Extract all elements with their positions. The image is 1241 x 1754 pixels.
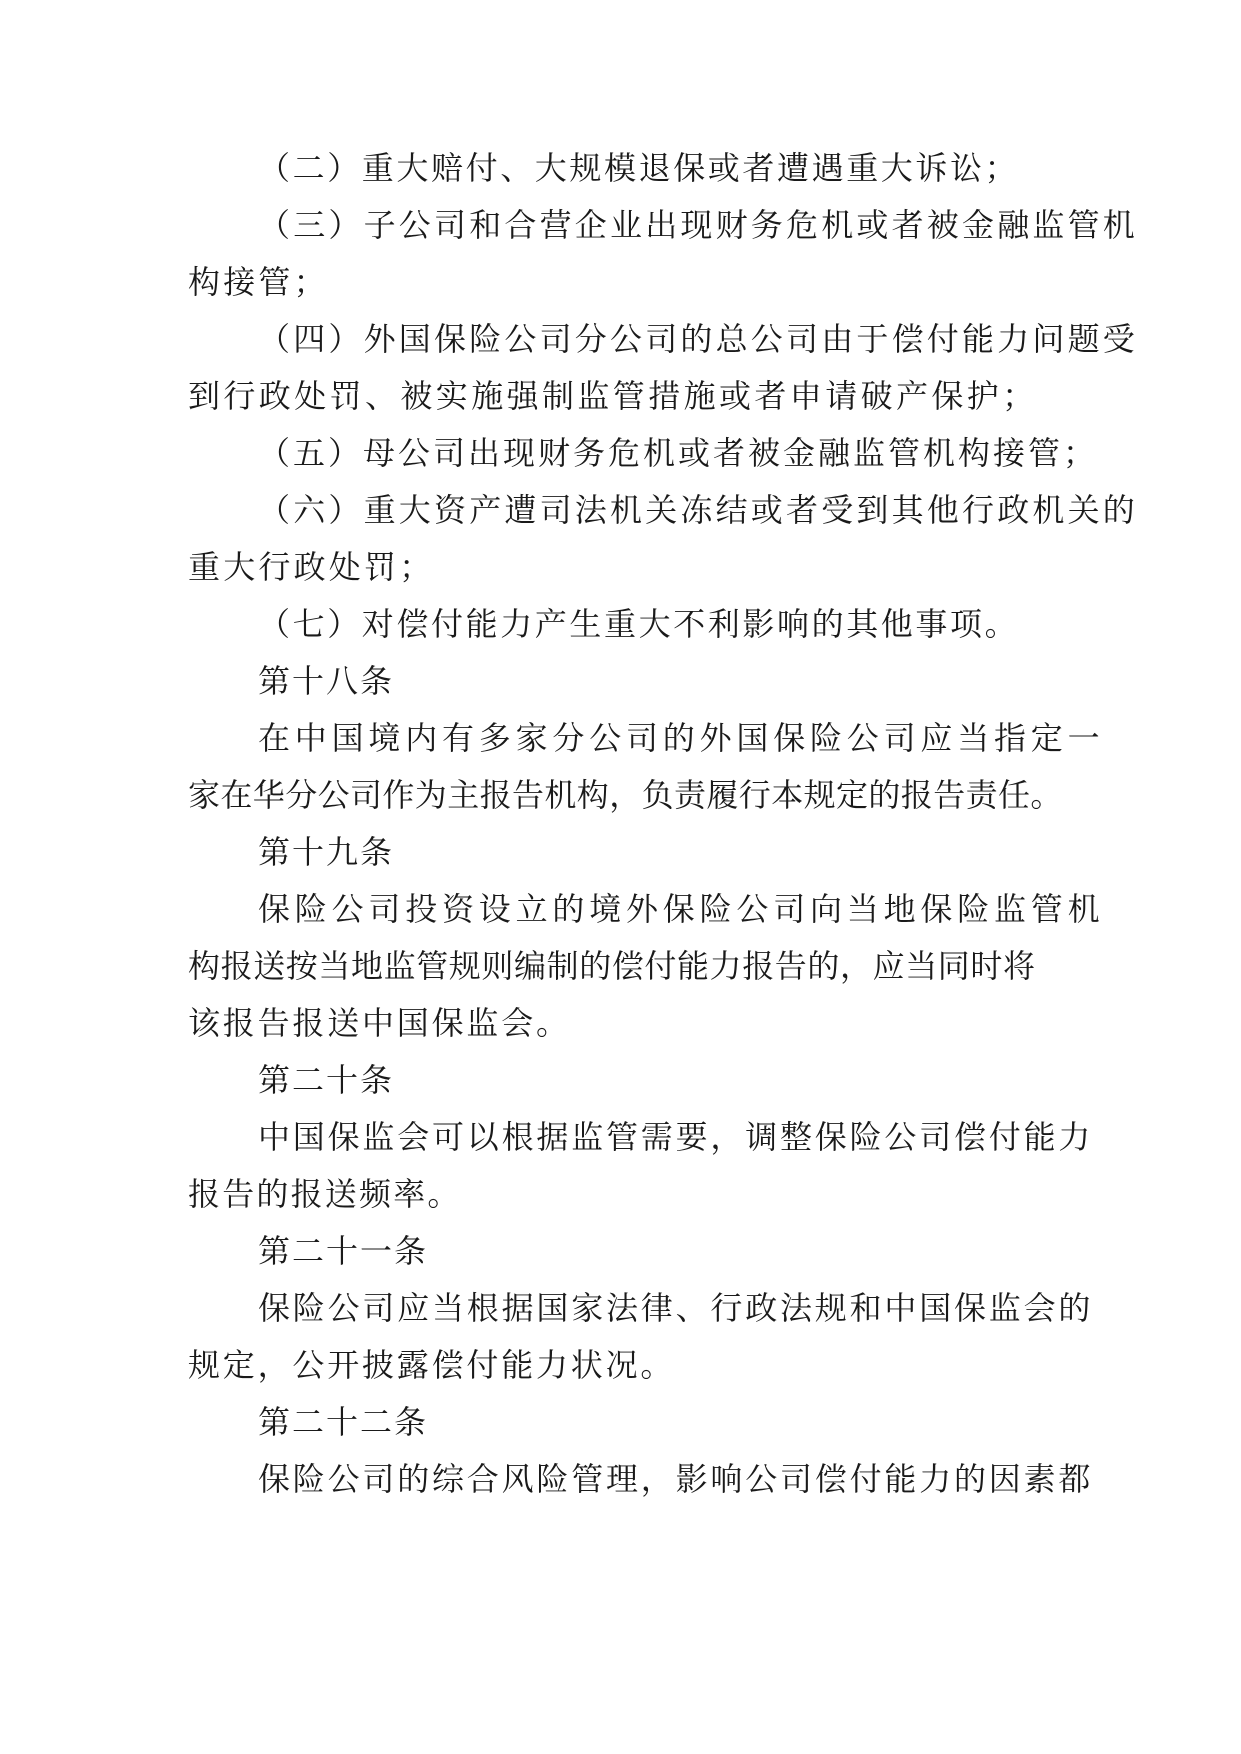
text-line-19: 报告的报送频率。	[188, 1175, 462, 1213]
text-line-3: 构接管；	[188, 263, 329, 301]
article-heading-19: 第十九条	[258, 833, 395, 871]
article-heading-18: 第十八条	[258, 662, 395, 700]
text-line-4: （四）外国保险公司分公司的总公司由于偿付能力问题受	[258, 320, 1139, 358]
text-line-15: 构报送按当地监管规则编制的偿付能力报告的，应当同时将	[188, 947, 1036, 985]
text-line-5: 到行政处罚、被实施强制监管措施或者申请破产保护；	[188, 377, 1038, 415]
text-line-8: 重大行政处罚；	[188, 548, 435, 586]
article-heading-21: 第二十一条	[258, 1232, 429, 1270]
text-line-12: 家在华分公司作为主报告机构，负责履行本规定的报告责任。	[188, 776, 1063, 814]
text-line-11: 在中国境内有多家分公司的外国保险公司应当指定一	[258, 719, 1105, 757]
text-line-14: 保险公司投资设立的境外保险公司向当地保险监管机	[258, 890, 1105, 928]
text-line-6: （五）母公司出现财务危机或者被金融监管机构接管；	[258, 434, 1099, 472]
text-line-21: 保险公司应当根据国家法律、行政法规和中国保监会的	[258, 1289, 1094, 1327]
article-heading-20: 第二十条	[258, 1061, 395, 1099]
text-line-2: （三）子公司和合营企业出现财务危机或者被金融监管机	[258, 206, 1139, 244]
text-line-7: （六）重大资产遭司法机关冻结或者受到其他行政机关的	[258, 491, 1139, 529]
text-line-1: （二）重大赔付、大规模退保或者遭遇重大诉讼；	[258, 149, 1020, 187]
article-heading-22: 第二十二条	[258, 1403, 429, 1441]
text-line-16: 该报告报送中国保监会。	[188, 1004, 571, 1042]
text-line-24: 保险公司的综合风险管理，影响公司偿付能力的因素都	[258, 1460, 1094, 1498]
text-line-9: （七）对偿付能力产生重大不利影响的其他事项。	[258, 605, 1020, 643]
text-line-18: 中国保监会可以根据监管需要，调整保险公司偿付能力	[258, 1118, 1094, 1156]
text-line-22: 规定，公开披露偿付能力状况。	[188, 1346, 676, 1384]
